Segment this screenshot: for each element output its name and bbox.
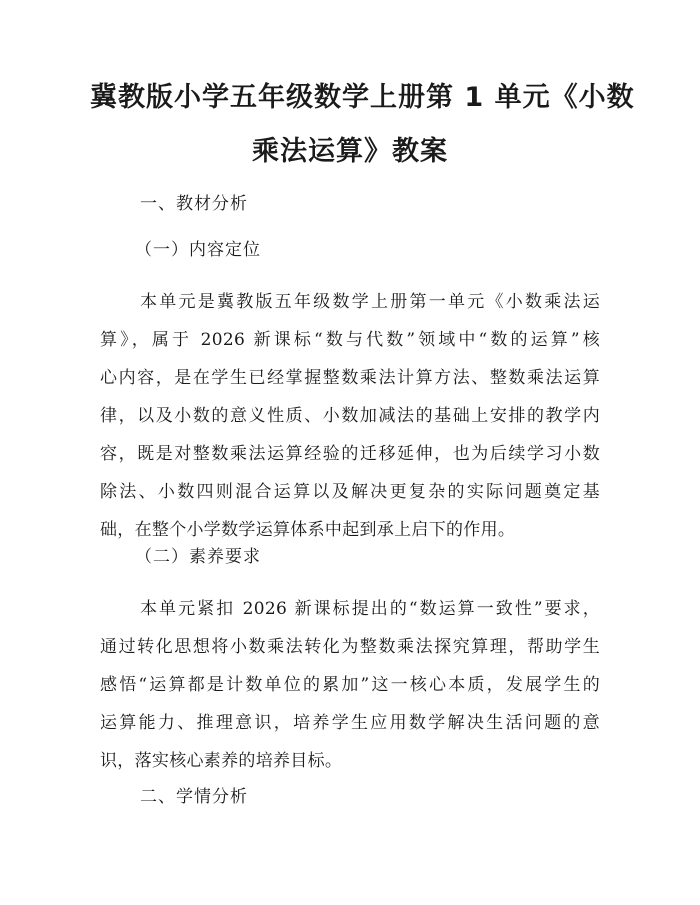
paragraph-line: 除法、小数四则混合运算以及解决更复杂的实际问题奠定基 xyxy=(100,482,600,502)
paragraph-line: 心内容，是在学生已经掌握整数乘法计算方法、整数乘法运算 xyxy=(100,368,600,388)
subsection-heading-content-positioning: （一）内容定位 xyxy=(135,240,261,260)
document-title-line-2: 乘法运算》教案 xyxy=(252,136,448,167)
document-title-line-1: 冀教版小学五年级数学上册第 1 单元《小数 xyxy=(90,82,635,113)
paragraph-line: 础，在整个小学数学运算体系中起到承上启下的作用。 xyxy=(100,520,516,540)
paragraph-content-positioning xyxy=(100,283,600,549)
paragraph-line: 本单元是冀教版五年级数学上册第一单元《小数乘法运 xyxy=(140,292,600,312)
paragraph-line: 感悟“运算都是计数单位的累加”这一核心本质，发展学生的 xyxy=(100,675,600,695)
paragraph-literacy-requirements xyxy=(100,590,600,780)
paragraph-line: 运算能力、推理意识，培养学生应用数学解决生活问题的意 xyxy=(100,713,600,733)
paragraph-line: 算》，属于 2026 新课标“数与代数”领域中“数的运算”核 xyxy=(100,330,600,350)
paragraph-line: 容，既是对整数乘法运算经验的迁移延伸，也为后续学习小数 xyxy=(100,444,600,464)
section-heading-textbook-analysis: 一、教材分析 xyxy=(140,194,248,214)
section-heading-student-analysis: 二、学情分析 xyxy=(140,787,248,807)
paragraph-line: 识，落实核心素养的培养目标。 xyxy=(100,751,343,771)
subsection-heading-literacy-requirements: （二）素养要求 xyxy=(135,547,261,567)
paragraph-line: 本单元紧扣 2026 新课标提出的“数运算一致性”要求， xyxy=(140,599,600,619)
paragraph-line: 律，以及小数的意义性质、小数加减法的基础上安排的教学内 xyxy=(100,406,600,426)
paragraph-line: 通过转化思想将小数乘法转化为整数乘法探究算理，帮助学生 xyxy=(100,637,600,657)
